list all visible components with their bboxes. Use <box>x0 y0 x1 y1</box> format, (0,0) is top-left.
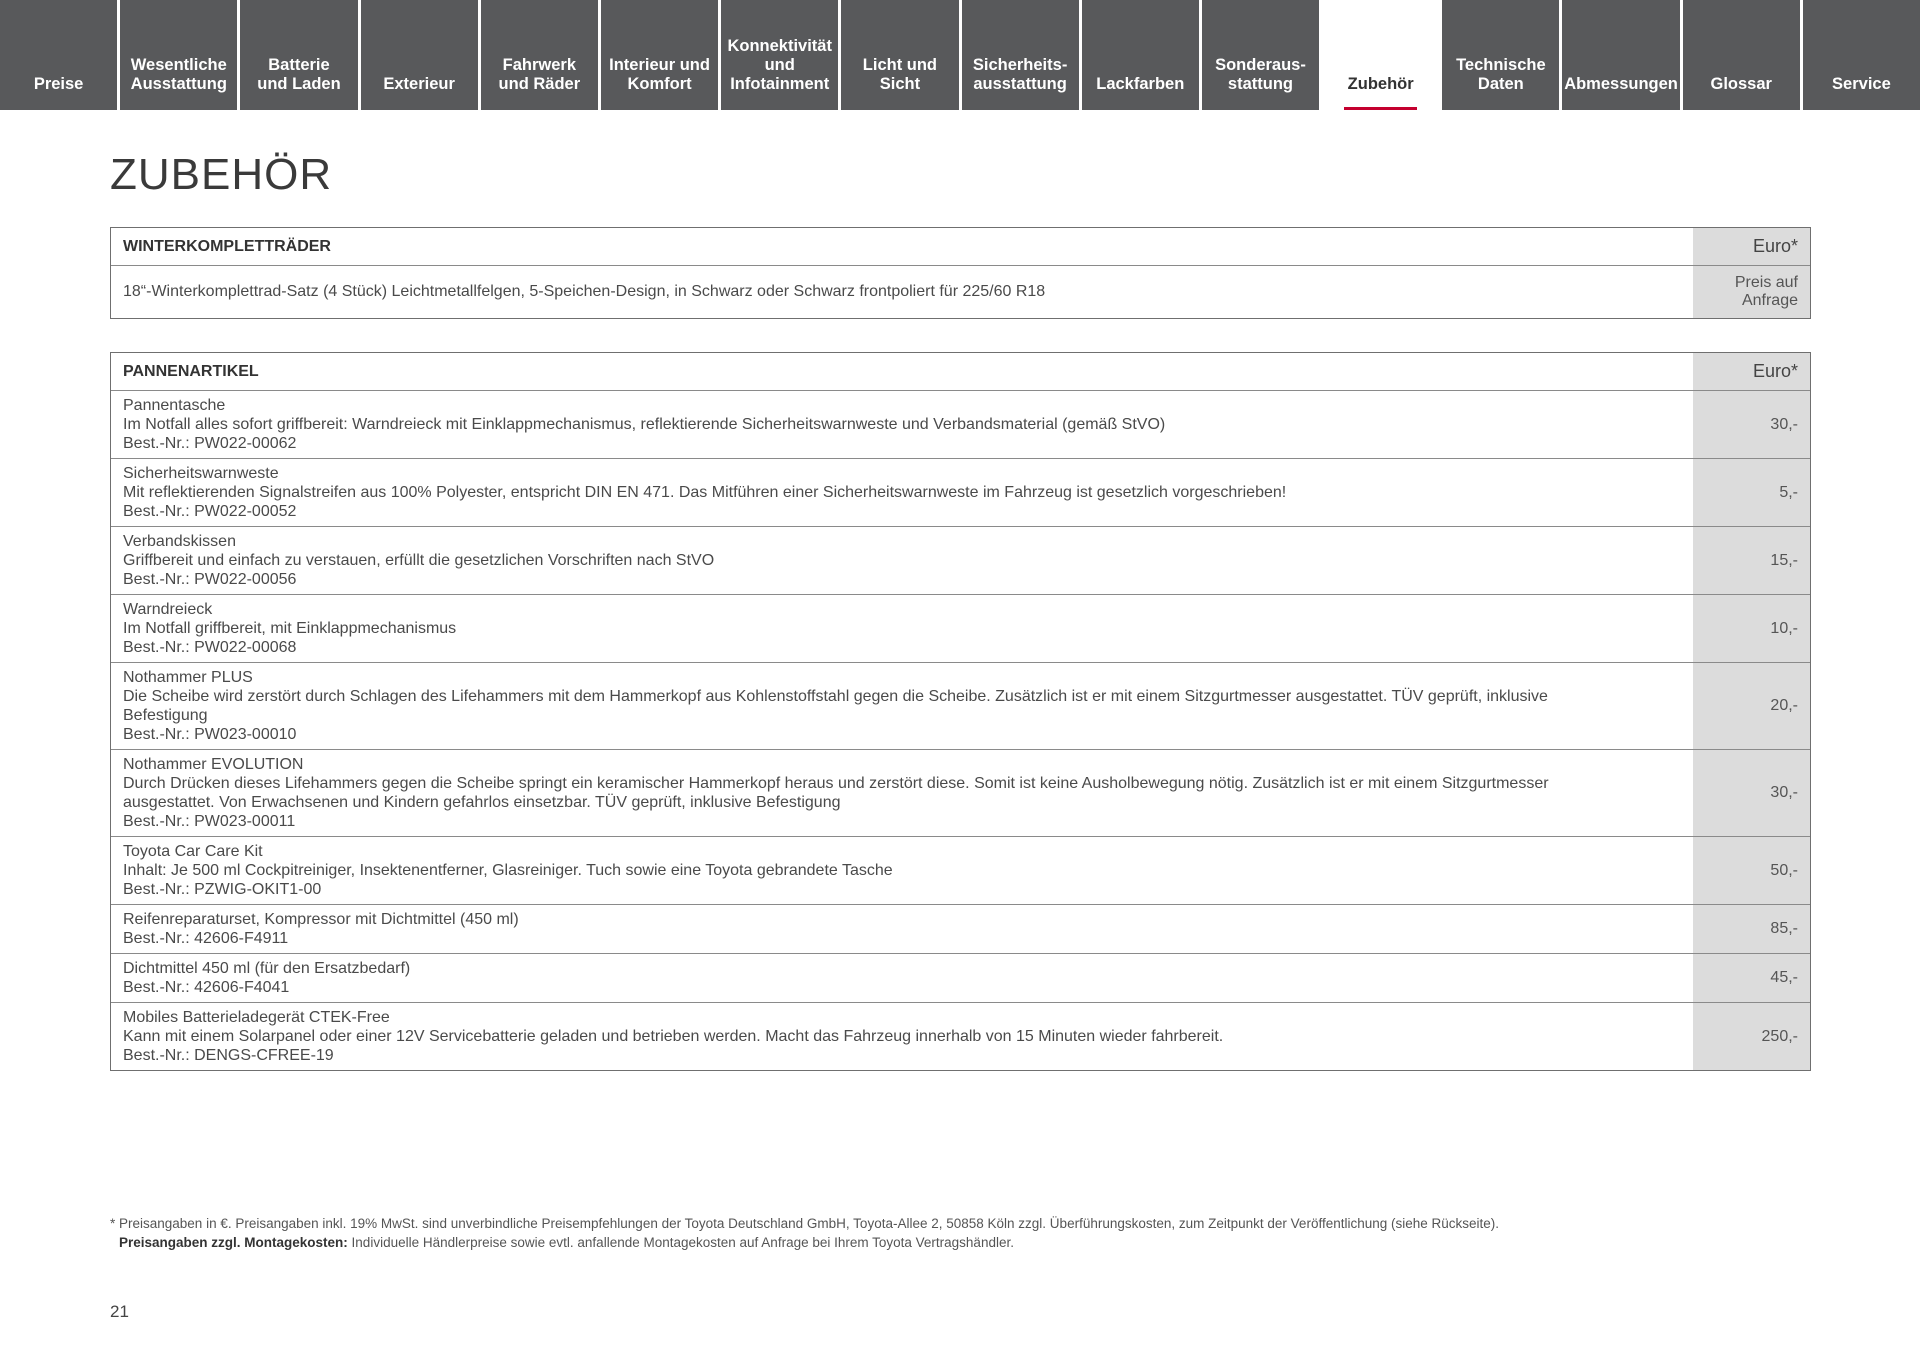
table-row <box>111 749 1810 836</box>
nav-tab[interactable] <box>240 0 357 110</box>
nav-tab-label: Licht und Sicht <box>862 56 938 93</box>
item-description <box>111 750 1693 836</box>
nav-tab[interactable] <box>1683 0 1800 110</box>
nav-tab-label: Zubehör <box>1347 75 1414 93</box>
item-description <box>111 663 1693 749</box>
table-row <box>111 458 1810 526</box>
nav-tab-label: Glossar <box>1710 75 1772 93</box>
nav-tab[interactable] <box>962 0 1079 110</box>
item-detail-line: Best.-Nr.: 42606-F4911 <box>123 930 289 947</box>
nav-tab-label: Batterie und Laden <box>257 56 341 93</box>
item-price <box>1693 663 1810 749</box>
footnote-line-2 <box>110 1234 1499 1253</box>
table-row <box>111 265 1810 318</box>
item-detail-line: Best.-Nr.: PW022-00052 <box>123 503 297 521</box>
page-title: ZUBEHÖR <box>110 150 333 199</box>
nav-tab-label: Sonderaus- stattung <box>1215 56 1306 93</box>
nav-tab-label: Interieur und Komfort <box>609 56 710 93</box>
item-name: Pannentasche <box>123 396 226 414</box>
item-description <box>111 905 1693 953</box>
item-name: Dichtmittel 450 ml (für den Ersatzbedarf) <box>123 959 411 977</box>
table-row <box>111 594 1810 662</box>
item-price-line: 250,- <box>1761 1027 1798 1045</box>
winter-wheels-table <box>110 227 1811 319</box>
item-price-line: 30,- <box>1770 784 1798 801</box>
breakdown-articles-table <box>110 352 1811 1071</box>
item-description <box>111 837 1693 904</box>
item-detail-line: Die Scheibe wird zerstört durch Schlagen des Lifehammers mit dem Hammerkopf aus Kohlenstoffstahl gegen die Scheibe. Zusätzlich ist er mit einem Sitzgurtmesser ausgestattet. TÜV geprüft, inklusive <box>123 687 1548 705</box>
table-header-title: PANNENARTIKEL <box>123 362 259 380</box>
item-price <box>1693 391 1810 458</box>
item-price <box>1693 595 1810 662</box>
item-name: Nothammer EVOLUTION <box>123 755 304 773</box>
item-detail-line: Kann mit einem Solarpanel oder einer 12V Servicebatterie geladen und betrieben werden. Macht das Fahrzeug innerhalb von 15 Minuten wieder fahrbereit. <box>123 1027 1224 1045</box>
item-detail-line: Befestigung <box>123 707 208 724</box>
table-row <box>111 953 1810 1002</box>
nav-tab[interactable] <box>1202 0 1319 110</box>
footnote-line-2-text: Individuelle Händlerpreise sowie evtl. anfallende Montagekosten auf Anfrage bei Ihrem Toyota Vertragshändler. <box>347 1234 1014 1250</box>
nav-tab[interactable] <box>0 0 117 110</box>
item-price <box>1693 1003 1810 1070</box>
item-detail-line: Mit reflektierenden Signalstreifen aus 100% Polyester, entspricht DIN EN 471. Das Mitführen einer Sicherheitswarnweste im Fahrzeug ist gesetzlich vorgeschrieben! <box>123 483 1287 501</box>
item-price-line: 85,- <box>1770 920 1798 937</box>
price-column-header: Euro* <box>1693 228 1810 265</box>
item-price <box>1693 750 1810 836</box>
item-description <box>111 266 1693 318</box>
nav-tab[interactable] <box>721 0 838 110</box>
item-price-line: 5,- <box>1779 483 1798 501</box>
nav-tab-label: Technische Daten <box>1456 56 1546 93</box>
item-detail-line: Best.-Nr.: DENGS-CFREE-19 <box>123 1047 334 1065</box>
item-name: Sicherheitswarnweste <box>123 464 279 482</box>
nav-tab[interactable] <box>601 0 718 110</box>
item-detail-line: Best.-Nr.: PZWIG-OKIT1-00 <box>123 881 322 899</box>
item-name: 18“-Winterkomplettrad-Satz (4 Stück) Leichtmetallfelgen, 5-Speichen-Design, in Schwarz oder Schwarz frontpoliert für 225/60 R18 <box>123 283 1046 301</box>
nav-tab-label: Exterieur <box>383 75 455 93</box>
nav-tab[interactable] <box>120 0 237 110</box>
table-row <box>111 526 1810 594</box>
item-name: Toyota Car Care Kit <box>123 842 263 860</box>
nav-tab[interactable] <box>481 0 598 110</box>
footnote-line-1: * Preisangaben in €. Preisangaben inkl. 19% MwSt. sind unverbindliche Preisempfehlungen der Toyota Deutschland GmbH, Toyota-Allee 2, 50858 Köln zzgl. Überführungskosten, zum Zeitpunkt der Veröffentlichung (siehe Rückseite). <box>110 1216 1500 1231</box>
item-name: Verbandskissen <box>123 532 236 550</box>
table-row <box>111 904 1810 953</box>
item-description <box>111 954 1693 1002</box>
item-detail-line: Best.-Nr.: 42606-F4041 <box>123 979 290 996</box>
nav-tab[interactable] <box>1322 0 1439 110</box>
item-price-line: Anfrage <box>1741 292 1798 309</box>
item-price-line: 50,- <box>1770 861 1798 879</box>
table-header-title: WINTERKOMPLETTRÄDER <box>123 237 331 255</box>
nav-tab-label: Sicherheits- ausstattung <box>972 56 1068 93</box>
nav-tab[interactable] <box>1803 0 1920 110</box>
item-name: Mobiles Batterieladegerät CTEK-Free <box>123 1008 390 1026</box>
nav-tab-label: Service <box>1832 75 1891 93</box>
page-number: 21 <box>110 1302 129 1321</box>
nav-tab-label: Preise <box>33 75 84 93</box>
table-header-row <box>111 353 1810 390</box>
item-detail-line: Best.-Nr.: PW023-00011 <box>123 813 296 831</box>
item-description <box>111 527 1693 594</box>
item-price-line: 30,- <box>1770 415 1798 433</box>
nav-tab-label: Wesentliche Ausstattung <box>130 56 227 93</box>
item-detail-line: Durch Drücken dieses Lifehammers gegen die Scheibe springt ein keramischer Hammerkopf heraus und zerstört diese. Somit ist keine Ausholbewegung nötig. Zusätzlich ist er mit einem Sitzgurtmesser <box>123 774 1549 792</box>
item-name: Nothammer PLUS <box>123 668 253 686</box>
item-description <box>111 595 1693 662</box>
item-price-line: Preis auf <box>1734 274 1798 291</box>
item-price <box>1693 527 1810 594</box>
section-navigation <box>0 0 1920 110</box>
nav-tab-label: Lackfarben <box>1096 75 1185 93</box>
item-price <box>1693 954 1810 1002</box>
item-detail-line: ausgestattet. Von Erwachsenen und Kindern gefahrlos einsetzbar. TÜV geprüft, inklusive Befestigung <box>123 794 841 811</box>
table-row <box>111 662 1810 749</box>
item-detail-line: Griffbereit und einfach zu verstauen, erfüllt die gesetzlichen Vorschriften nach StVO <box>123 551 715 569</box>
item-detail-line: Best.-Nr.: PW022-00068 <box>123 639 297 657</box>
item-price <box>1693 837 1810 904</box>
item-price <box>1693 905 1810 953</box>
item-name: Reifenreparaturset, Kompressor mit Dichtmittel (450 ml) <box>123 910 519 928</box>
item-detail-line: Im Notfall griffbereit, mit Einklappmechanismus <box>123 619 457 637</box>
nav-tab-label: Fahrwerk und Räder <box>498 56 581 93</box>
nav-tab[interactable] <box>361 0 478 110</box>
item-name: Warndreieck <box>123 600 213 618</box>
item-price-line: 10,- <box>1770 619 1798 637</box>
item-price-line: 20,- <box>1770 697 1798 714</box>
item-detail-line: Best.-Nr.: PW022-00056 <box>123 571 297 589</box>
item-detail-line: Best.-Nr.: PW023-00010 <box>123 726 297 744</box>
nav-tab[interactable] <box>1082 0 1199 110</box>
nav-tab-label: Abmessungen <box>1564 75 1678 93</box>
table-row <box>111 836 1810 904</box>
table-row <box>111 390 1810 458</box>
footnote-bold-label: Preisangaben zzgl. Montagekosten: <box>119 1234 348 1250</box>
item-price-line: 15,- <box>1770 551 1798 569</box>
price-footnote <box>110 1215 1499 1252</box>
nav-tab-label: Konnektivität und Infotainment <box>727 37 832 93</box>
item-detail-line: Inhalt: Je 500 ml Cockpitreiniger, Insektenentferner, Glasreiniger. Tuch sowie eine Toyota gebrandete Tasche <box>123 861 893 879</box>
item-price <box>1693 459 1810 526</box>
nav-tab[interactable] <box>1562 0 1679 110</box>
price-column-header: Euro* <box>1693 353 1810 390</box>
item-description <box>111 391 1693 458</box>
item-price <box>1693 266 1810 318</box>
nav-tab[interactable] <box>1442 0 1559 110</box>
item-detail-line: Best.-Nr.: PW022-00062 <box>123 435 297 453</box>
table-row <box>111 1002 1810 1070</box>
item-description <box>111 1003 1693 1070</box>
nav-tab[interactable] <box>841 0 958 110</box>
table-header-row <box>111 228 1810 265</box>
item-detail-line: Im Notfall alles sofort griffbereit: Warndreieck mit Einklappmechanismus, reflektierende Sicherheitswarnweste und Verbandsmaterial (gemäß StVO) <box>123 415 1166 433</box>
item-price-line: 45,- <box>1770 969 1798 986</box>
item-description <box>111 459 1693 526</box>
